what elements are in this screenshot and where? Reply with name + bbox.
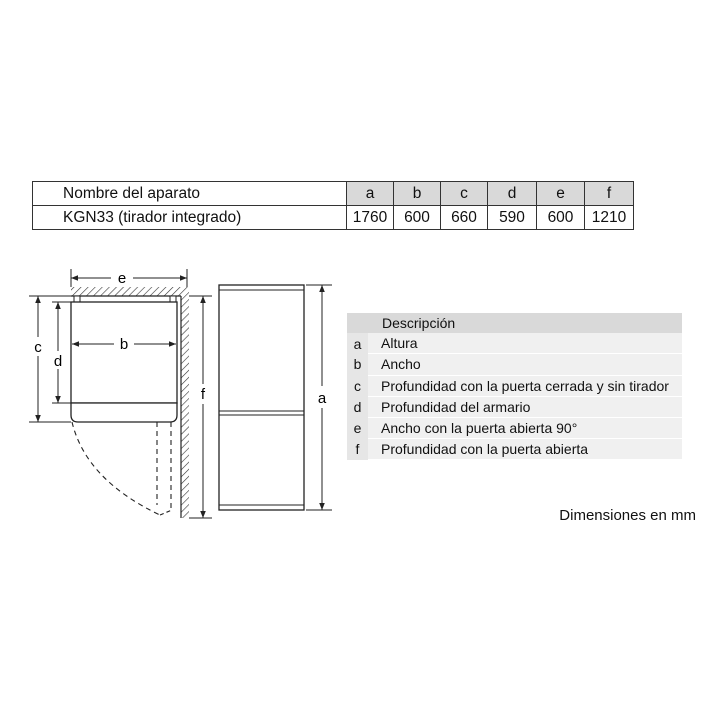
front-view [219, 285, 332, 510]
header-key-f: f [585, 182, 634, 206]
back-wall-hatch [71, 287, 189, 296]
legend-header-spacer [347, 313, 368, 333]
dimensions-table [32, 181, 634, 230]
legend-letter: d [347, 396, 368, 417]
legend-text: Altura [368, 333, 682, 354]
value-c: 660 [441, 206, 488, 230]
header-key-e: e [537, 182, 585, 206]
legend-letter: a [347, 333, 368, 354]
dim-a-label: a [317, 390, 327, 407]
fridge-front-outline [219, 285, 304, 510]
header-key-c: c [441, 182, 488, 206]
list-item [347, 333, 682, 354]
legend-text: Ancho [368, 354, 682, 375]
header-key-a: a [347, 182, 394, 206]
header-key-b: b [394, 182, 441, 206]
legend-text: Profundidad con la puerta cerrada y sin tirador [368, 375, 682, 396]
legend-letter: c [347, 375, 368, 396]
legend-letter: f [347, 439, 368, 460]
door-swing-arc [72, 422, 160, 515]
legend-header: Descripción [368, 313, 682, 333]
header-name-cell: Nombre del aparato [33, 182, 347, 206]
dim-d-label: d [53, 353, 63, 370]
legend-table [347, 313, 682, 460]
value-e: 600 [537, 206, 585, 230]
hinge-block-left [74, 296, 80, 302]
dim-f-label: f [200, 386, 206, 403]
side-wall-hatch [181, 296, 189, 518]
value-a: 1760 [347, 206, 394, 230]
header-key-d: d [488, 182, 537, 206]
list-item [347, 396, 682, 417]
table-row [33, 206, 634, 230]
value-f: 1210 [585, 206, 634, 230]
legend-header-row [347, 313, 682, 333]
value-d: 590 [488, 206, 537, 230]
legend-letter: e [347, 417, 368, 438]
legend-letter: b [347, 354, 368, 375]
units-note: Dimensiones en mm [559, 507, 696, 524]
dim-b-label: b [119, 336, 129, 353]
door-open-edge [160, 510, 172, 515]
dim-e-label: e [117, 270, 127, 287]
top-view [29, 269, 212, 518]
dim-c-label: c [34, 339, 42, 356]
table-header-row [33, 182, 634, 206]
legend-text: Profundidad con la puerta abierta [368, 439, 682, 460]
legend-text: Ancho con la puerta abierta 90° [368, 417, 682, 438]
list-item [347, 375, 682, 396]
appliance-diagram [0, 260, 345, 522]
model-name-cell: KGN33 (tirador integrado) [33, 206, 347, 230]
hinge-block-right [170, 296, 176, 302]
list-item [347, 354, 682, 375]
list-item [347, 439, 682, 460]
door-closed [71, 403, 177, 422]
legend-text: Profundidad del armario [368, 396, 682, 417]
list-item [347, 417, 682, 438]
value-b: 600 [394, 206, 441, 230]
